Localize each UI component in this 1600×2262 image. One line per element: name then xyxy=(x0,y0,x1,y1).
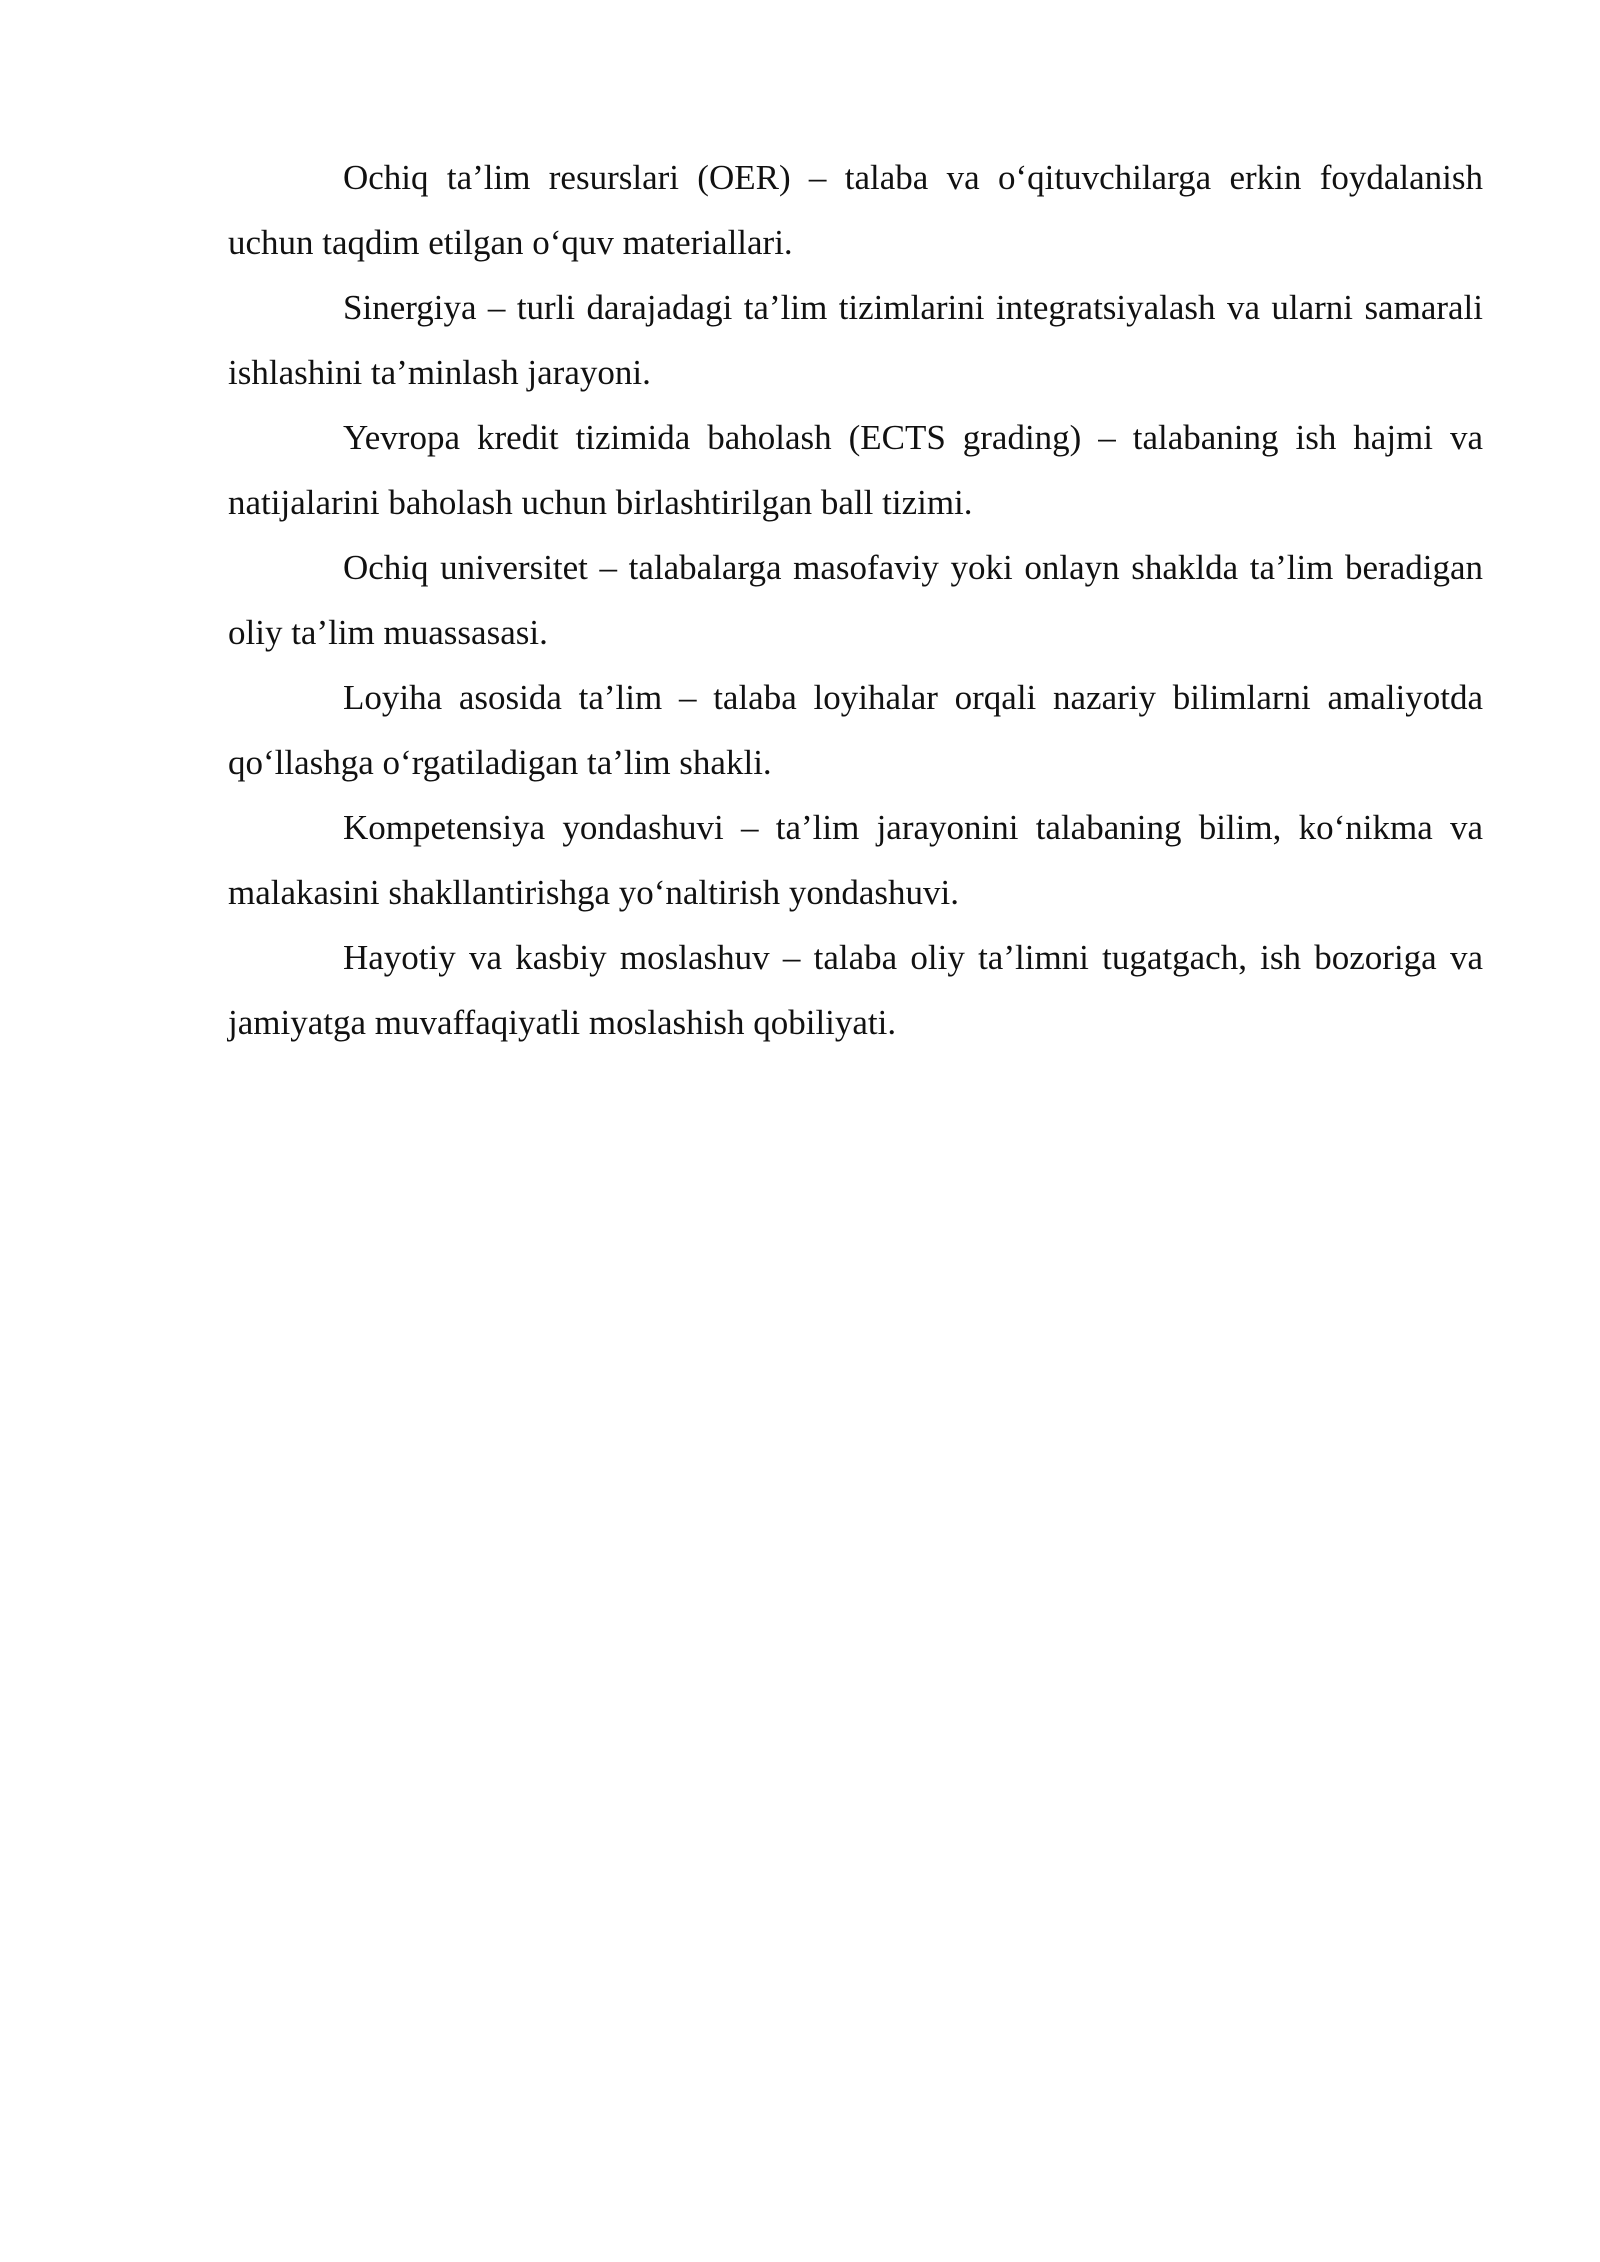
paragraph-oer: Ochiq ta’lim resurslari (OER) – talaba va o‘qituvchilarga erkin foydalanish uchun taqdim etilgan o‘quv materiallari. xyxy=(228,158,1483,262)
paragraph-moslashuv: Hayotiy va kasbiy moslashuv – talaba oliy ta’limni tugatgach, ish bozoriga va jamiyatga muvaffaqiyatli moslashish qobiliyati. xyxy=(228,938,1483,1042)
paragraph-loyiha-asosida: Loyiha asosida ta’lim – talaba loyihalar orqali nazariy bilimlarni amaliyotda qo‘llashga o‘rgatiladigan ta’lim shakli. xyxy=(228,678,1483,782)
paragraph-ects-grading: Yevropa kredit tizimida baholash (ECTS grading) – talabaning ish hajmi va natijalarini baholash uchun birlashtirilgan ball tizimi. xyxy=(228,418,1483,522)
paragraph-kompetensiya: Kompetensiya yondashuvi – ta’lim jarayonini talabaning bilim, ko‘nikma va malakasini shakllantirishga yo‘naltirish yondashuvi. xyxy=(228,808,1483,912)
document-body xyxy=(228,145,1483,1055)
paragraph-sinergiya: Sinergiya – turli darajadagi ta’lim tizimlarini integratsiyalash va ularni samarali ishlashini ta’minlash jarayoni. xyxy=(228,288,1483,392)
paragraph-ochiq-universitet: Ochiq universitet – talabalarga masofaviy yoki onlayn shaklda ta’lim beradigan oliy ta’lim muassasasi. xyxy=(228,548,1483,652)
